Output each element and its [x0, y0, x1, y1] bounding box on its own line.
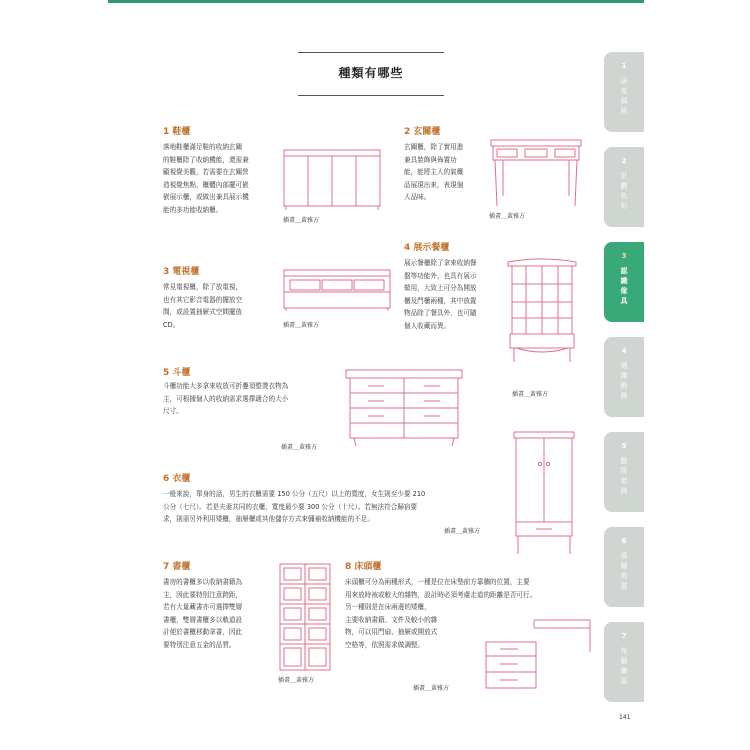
tab-number: 7: [621, 632, 627, 640]
line: CD。: [163, 320, 180, 329]
tab-chapter-2[interactable]: [604, 147, 644, 227]
line: 書櫃，雙層書櫃多以軌道設: [163, 615, 243, 624]
section-title-nightstand: 8 床頭櫃: [345, 562, 382, 572]
illustration-credit: 插畫＿黃雅方: [283, 322, 320, 329]
top-accent-rule: [108, 0, 644, 3]
line: 書房的書櫃多以收納書籍為: [163, 578, 243, 586]
line: 個人收藏而異。: [404, 321, 451, 330]
line: 斗櫃功能大多拿來收放可折疊須整燙衣物為: [163, 382, 289, 390]
section-body-display: [404, 257, 504, 332]
line: 品展現出來，表現個: [404, 180, 464, 189]
line: 主要收納書籍、文件及較小的雜: [345, 615, 438, 624]
illustration-credit: 插畫＿黃雅方: [444, 528, 481, 535]
chest-of-drawers-drawing: [344, 368, 464, 448]
section-title-bookcase: 7 書櫃: [163, 562, 191, 572]
wardrobe-drawing: [512, 430, 576, 556]
line: 玄關櫃，除了實用進: [404, 143, 464, 151]
line: 要特別注意五金的品質。: [163, 640, 236, 649]
shoe-cabinet-drawing: [282, 146, 382, 212]
section-body-tv: [163, 281, 275, 331]
line: 櫃及門櫃兩種，其中放置: [404, 296, 477, 305]
line: 做用，大致上可分為開放: [404, 284, 477, 292]
tab-number: 5: [621, 442, 627, 450]
tab-number: 6: [621, 537, 627, 545]
tab-label: 桌檯佈置: [620, 552, 628, 590]
tab-label: 居家風格: [620, 77, 628, 115]
section-title-chest: 5 斗櫃: [163, 368, 191, 378]
line: 一般來說，單身的話，男生的衣櫃需要 150 公分（五尺）以上的寬度，女生則至少要 210: [163, 490, 426, 498]
tab-label: 布藝織品: [620, 647, 628, 685]
section-body-entry: [404, 141, 486, 204]
line: 空格等，依照需求做調整。: [345, 640, 425, 649]
line: 顧視覺美觀，若需要在玄關營: [163, 168, 249, 176]
line: 人品味。: [404, 193, 431, 201]
line: 物，可以用門扇、抽屜或開放式: [345, 628, 438, 636]
section-body-bookcase: [163, 576, 275, 651]
tab-label: 懸掛裝飾: [620, 457, 628, 495]
nightstand-drawing: [484, 612, 594, 692]
line: 床頭櫃可分為兩種形式，一種是位在床墊前方靠牆的位置，主要: [345, 578, 530, 586]
tab-chapter-7[interactable]: [604, 622, 644, 702]
display-cabinet-drawing: [506, 256, 578, 364]
line: 物品除了餐具外，也可隨: [404, 309, 477, 317]
tab-chapter-1[interactable]: [604, 52, 644, 132]
line: 間，或設置抽屜式空間擺放: [163, 308, 243, 316]
tab-chapter-4[interactable]: [604, 337, 644, 417]
illustration-credit: 插畫＿黃雅方: [281, 444, 318, 451]
bookcase-drawing: [278, 562, 332, 672]
line: 計便於書櫃移動拿書，因此: [163, 628, 243, 636]
tab-chapter-6[interactable]: [604, 527, 644, 607]
line: 展示餐櫃除了拿來收納餐: [404, 259, 477, 267]
line: 另一種則是在床兩邊的矮櫃，: [345, 603, 431, 611]
line: 常見電視櫃，除了放電視，: [163, 283, 243, 291]
page-title: 種類有哪些: [338, 66, 404, 80]
illustration-credit: 插畫＿黃雅方: [278, 677, 315, 684]
tab-chapter-3[interactable]: [604, 242, 644, 322]
tab-number: 2: [621, 157, 627, 165]
line: 造視覺焦點，櫃體內部擺可嵌: [163, 180, 249, 189]
line: 能的多功能收納櫃。: [163, 205, 223, 214]
section-title-wardrobe: 6 衣櫃: [163, 474, 191, 484]
section-title-entry: 2 玄關櫃: [404, 127, 441, 137]
illustration-credit: 插畫＿黃雅方: [413, 685, 450, 692]
line: 主，因此要特別注意跨距，: [163, 590, 243, 599]
section-body-chest: [163, 380, 343, 418]
tab-chapter-5[interactable]: [604, 432, 644, 512]
page-number: 141: [619, 714, 631, 721]
line: 求，則需另外利用矮櫃，抽屜櫃或其他儲存方式來彌補收納機能的不足。: [163, 515, 374, 523]
illustration-credit: 插畫＿黃雅方: [489, 213, 526, 220]
tab-label: 選擇燈飾: [620, 362, 628, 400]
tab-label: 認識傢具: [620, 267, 628, 305]
line: 能，能將主人的氣概: [404, 168, 464, 176]
illustration-credit: 插畫＿黃雅方: [283, 217, 320, 224]
line: 用來放時被或較大的雜物，設計時必須考慮走道的距離是否可行。: [345, 590, 537, 599]
line: 的鞋櫃除了收納機能，還需兼: [163, 155, 249, 164]
illustration-credit: 插畫＿黃雅方: [512, 391, 549, 398]
entry-console-drawing: [489, 136, 583, 208]
line: 嵌展示櫃，或做出兼具展示機: [163, 193, 249, 201]
section-title-display: 4 展示餐櫃: [404, 243, 450, 253]
line: 兼具裝飾與佈置功: [404, 155, 457, 164]
line: 尺寸。: [163, 407, 183, 415]
line: 盤等功能外，也具有展示: [404, 271, 477, 280]
section-title-tv: 3 電視櫃: [163, 267, 200, 277]
page-title-box: [298, 52, 444, 96]
line: 落地鞋櫃滿足鞋的收納玄關: [163, 143, 243, 151]
line: 主，可根據個人的收納需求選擇適合的大小: [163, 394, 289, 403]
tab-number: 4: [621, 347, 627, 355]
section-body-shoe: [163, 141, 275, 216]
line: 公分（七尺）。若是夫妻共同的衣櫃，寬度最少要 300 公分（十尺）。若無法符合歸宿要: [163, 502, 418, 511]
tab-number: 3: [621, 252, 627, 260]
section-title-shoe: 1 鞋櫃: [163, 127, 191, 137]
line: 也有其它影音電器的擺放空: [163, 295, 243, 304]
tv-cabinet-drawing: [282, 268, 392, 312]
tab-label: 計劃色彩: [620, 172, 628, 210]
tab-number: 1: [621, 62, 627, 70]
section-body-wardrobe: [163, 488, 503, 526]
line: 若有大量藏書亦可選擇雙層: [163, 603, 243, 611]
